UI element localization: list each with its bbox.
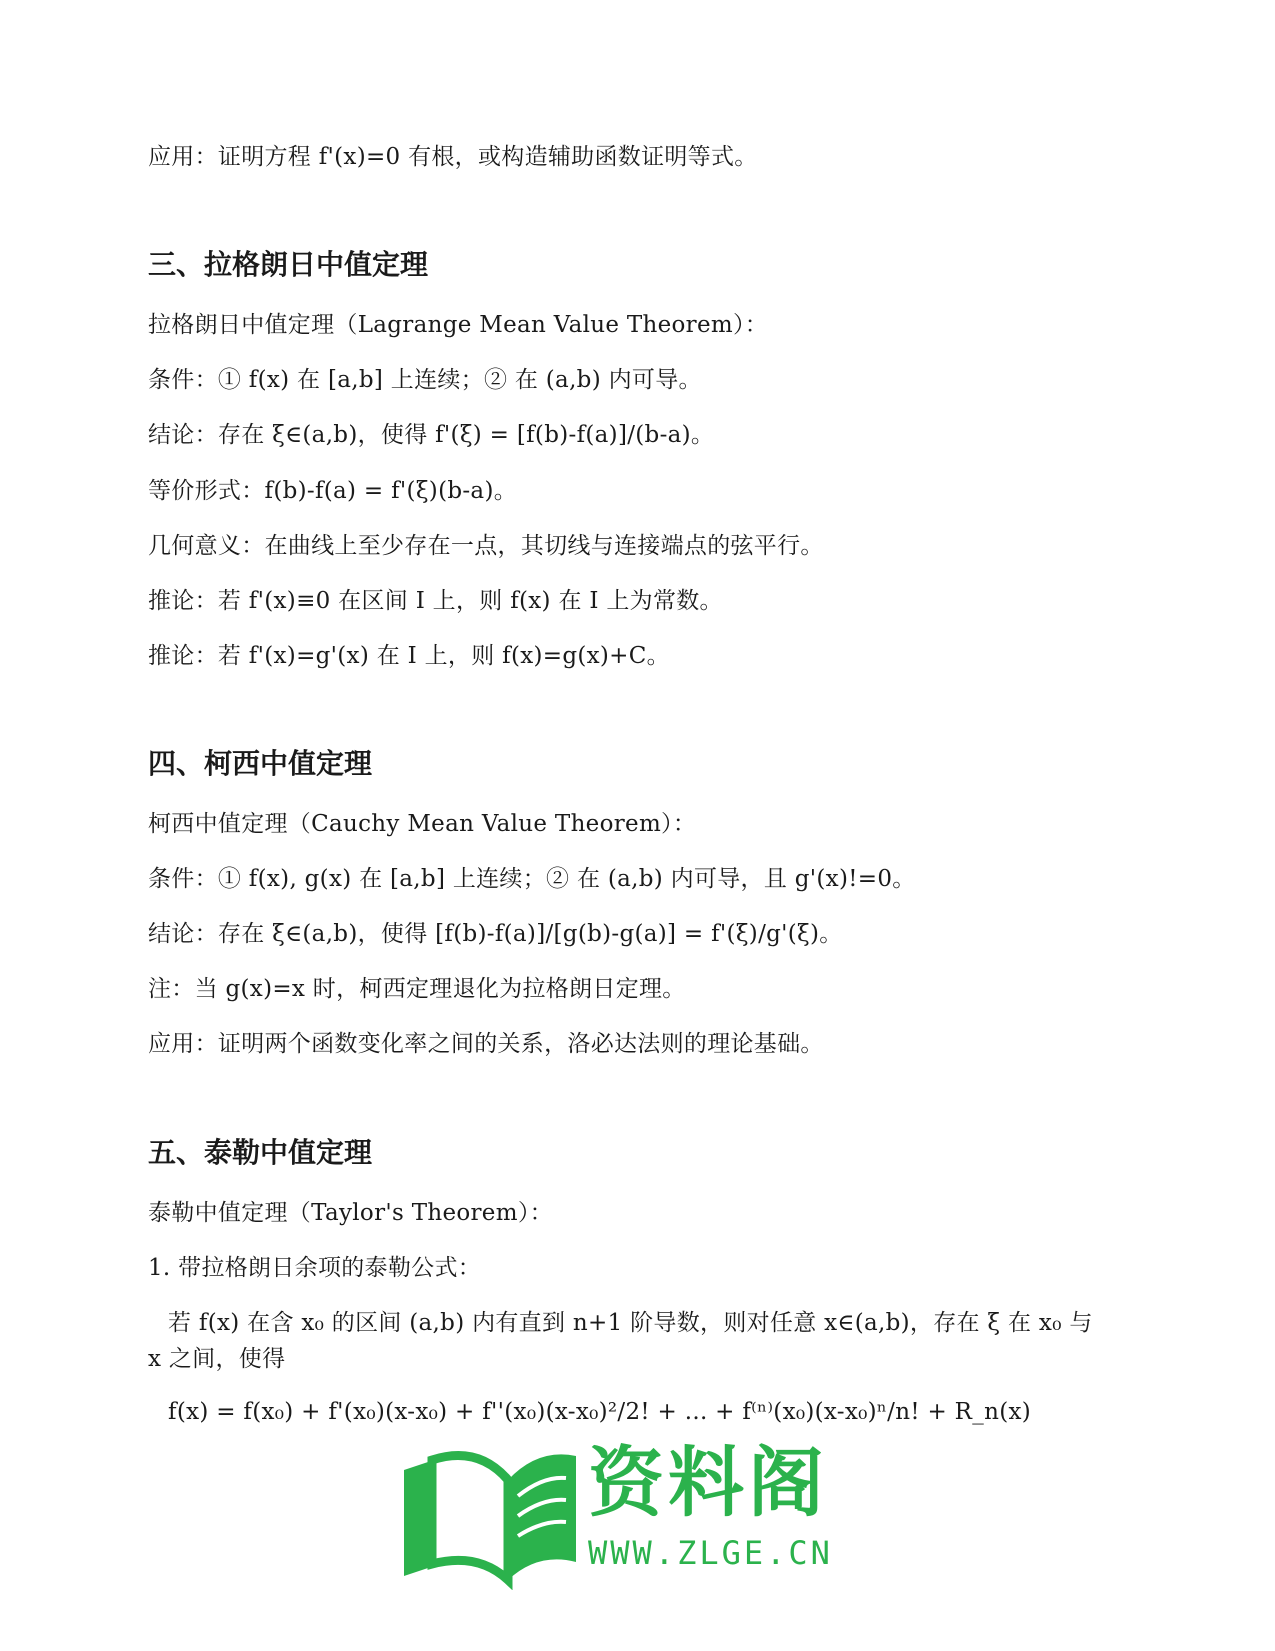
watermark-url: WWW.ZLGE.CN [588, 1534, 833, 1572]
section3-corollary1: 推论：若 f'(x)≡0 在区间 I 上，则 f(x) 在 I 上为常数。 [148, 588, 723, 614]
section4-heading: 四、柯西中值定理 [148, 747, 373, 780]
section2-application: 应用：证明方程 f'(x)=0 有根，或构造辅助函数证明等式。 [148, 144, 758, 170]
section3-corollary2: 推论：若 f'(x)=g'(x) 在 I 上，则 f(x)=g(x)+C。 [148, 643, 670, 669]
section4-application: 应用：证明两个函数变化率之间的关系，洛必达法则的理论基础。 [148, 1031, 824, 1057]
watermark-text: 资料阁 [588, 1438, 828, 1527]
section4-conclusion: 结论：存在 ξ∈(a,b)，使得 [f(b)-f(a)]/[g(b)-g(a)] = f'(ξ)/g'(ξ)。 [148, 921, 843, 947]
section3-geometric: 几何意义：在曲线上至少存在一点，其切线与连接端点的弦平行。 [148, 533, 824, 559]
section5-heading: 五、泰勒中值定理 [148, 1136, 373, 1169]
section5-item1: 1. 带拉格朗日余项的泰勒公式： [148, 1255, 482, 1281]
section3-condition: 条件：① f(x) 在 [a,b] 上连续；② 在 (a,b) 内可导。 [148, 367, 702, 393]
section5-statement: 若 f(x) 在含 x₀ 的区间 (a,b) 内有直到 n+1 阶导数，则对任意 x∈(a,b)，存在 ξ 在 x₀ 与 x 之间，使得 [148, 1310, 1093, 1372]
book-logo-icon [398, 1440, 588, 1590]
section3-intro: 拉格朗日中值定理（Lagrange Mean Value Theorem）： [148, 312, 769, 338]
section3-equivalent: 等价形式：f(b)-f(a) = f'(ξ)(b-a)。 [148, 478, 518, 504]
section5-intro: 泰勒中值定理（Taylor's Theorem）： [148, 1200, 553, 1226]
section4-condition: 条件：① f(x), g(x) 在 [a,b] 上连续；② 在 (a,b) 内可导，且 g'(x)!=0。 [148, 866, 916, 892]
section4-intro: 柯西中值定理（Cauchy Mean Value Theorem）： [148, 811, 697, 837]
section5-formula: f(x) = f(x₀) + f'(x₀)(x-x₀) + f''(x₀)(x-x₀)²/2! + ... + f⁽ⁿ⁾(x₀)(x-x₀)ⁿ/n! + R_n(x) [168, 1399, 1032, 1425]
section3-heading: 三、拉格朗日中值定理 [148, 248, 429, 281]
section3-conclusion: 结论：存在 ξ∈(a,b)，使得 f'(ξ) = [f(b)-f(a)]/(b-a)。 [148, 422, 715, 448]
watermark [398, 1440, 868, 1590]
section4-note: 注：当 g(x)=x 时，柯西定理退化为拉格朗日定理。 [148, 976, 686, 1002]
